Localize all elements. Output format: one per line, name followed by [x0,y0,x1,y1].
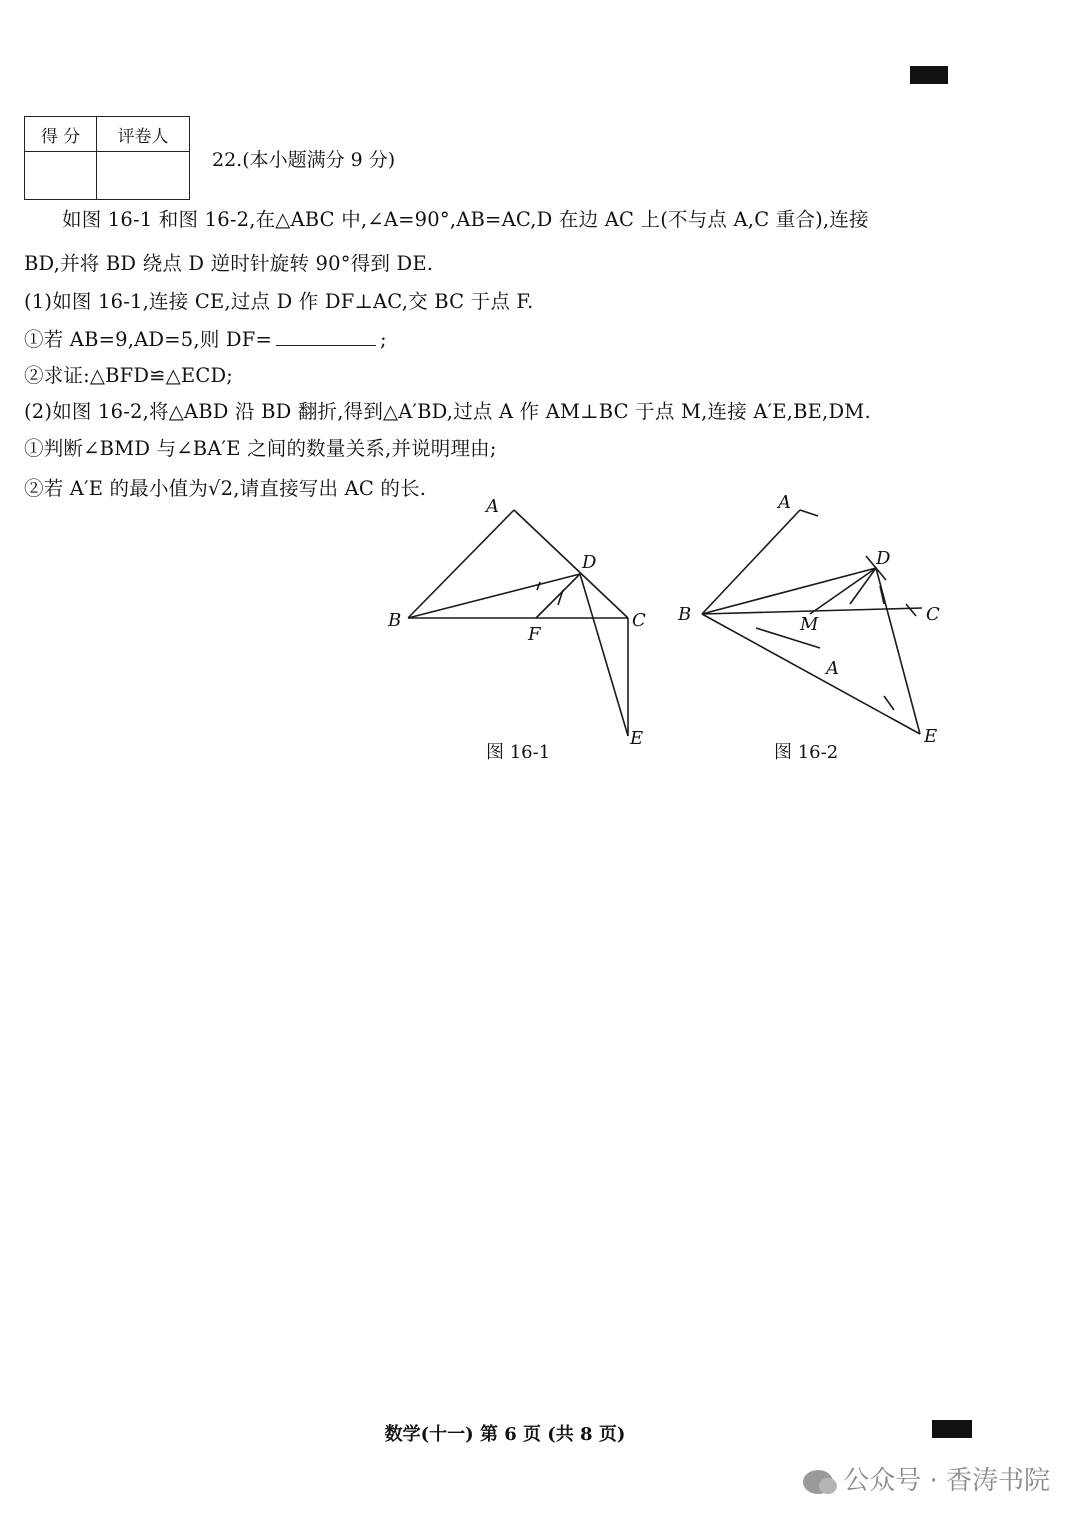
part1-q1 [24,324,387,352]
segment-DE [876,568,920,734]
label-M: M [800,614,819,635]
label-D: D [582,552,597,573]
segment-DE [580,574,628,736]
part1-intro: (1)如图 16-1,连接 CE,过点 D 作 DF⊥AC,交 BC 于点 F. [24,290,534,313]
tick-mark [906,604,916,616]
part1-q2: ②求证:△BFD≌△ECD; [24,364,234,387]
figure-16-2 [670,490,960,760]
label-F: F [528,624,541,645]
grader-header: 评卷人 [97,117,190,152]
segment-BD [408,574,580,618]
label-A-top: A [778,492,791,513]
answer-blank[interactable] [276,331,376,346]
part2-q1: ①判断∠BMD 与∠BA′E 之间的数量关系,并说明理由; [24,437,497,460]
figure-16-1 [380,490,660,760]
figure-16-1-caption: 图 16-1 [486,742,551,763]
segment-A-tick [800,510,818,516]
label-B: B [388,610,402,631]
segment-BA [702,510,800,614]
question-title: 22.(本小题满分 9 分) [212,149,396,171]
tick-mark [558,590,563,605]
label-C: C [926,604,940,625]
segment-DM [810,568,876,614]
label-E: E [924,726,938,747]
label-B: B [678,604,692,625]
watermark [803,1460,1050,1497]
segment-BA [408,510,514,618]
page-footer: 数学(十一) 第 6 页 (共 8 页) [384,1424,626,1445]
segment-BD [702,568,876,614]
label-C: C [632,610,646,631]
part2-intro: (2)如图 16-2,将△ABD 沿 BD 翻折,得到△A′BD,过点 A 作 AM⊥BC 于点 M,连接 A′E,BE,DM. [24,400,871,423]
grader-cell[interactable] [97,152,190,200]
part1-q1-text: ①若 AB=9,AD=5,则 DF= [24,328,273,351]
label-D: D [876,548,891,569]
problem-line-2: BD,并将 BD 绕点 D 逆时针旋转 90°得到 DE. [24,252,434,275]
tick-mark [537,582,540,590]
watermark-text: 公众号 · 香涛书院 [843,1466,1050,1496]
score-cell[interactable] [25,152,97,200]
tick-mark [884,696,894,710]
label-A-prime: A [826,658,839,679]
part2-q2: ②若 A′E 的最小值为√2,请直接写出 AC 的长. [24,477,427,500]
alignment-mark-top [910,66,948,84]
score-header: 得 分 [25,117,97,152]
figure-16-2-caption: 图 16-2 [774,742,839,763]
label-E: E [630,728,644,749]
segment-AC [514,510,628,618]
part1-q1-end: ; [380,328,387,351]
problem-line-1: 如图 16-1 和图 16-2,在△ABC 中,∠A=90°,AB=AC,D 在边 AC 上(不与点 A,C 重合),连接 [62,208,869,231]
wechat-icon [803,1470,833,1494]
label-A: A [486,496,499,517]
score-table [24,116,190,200]
segment-DF [536,574,580,618]
